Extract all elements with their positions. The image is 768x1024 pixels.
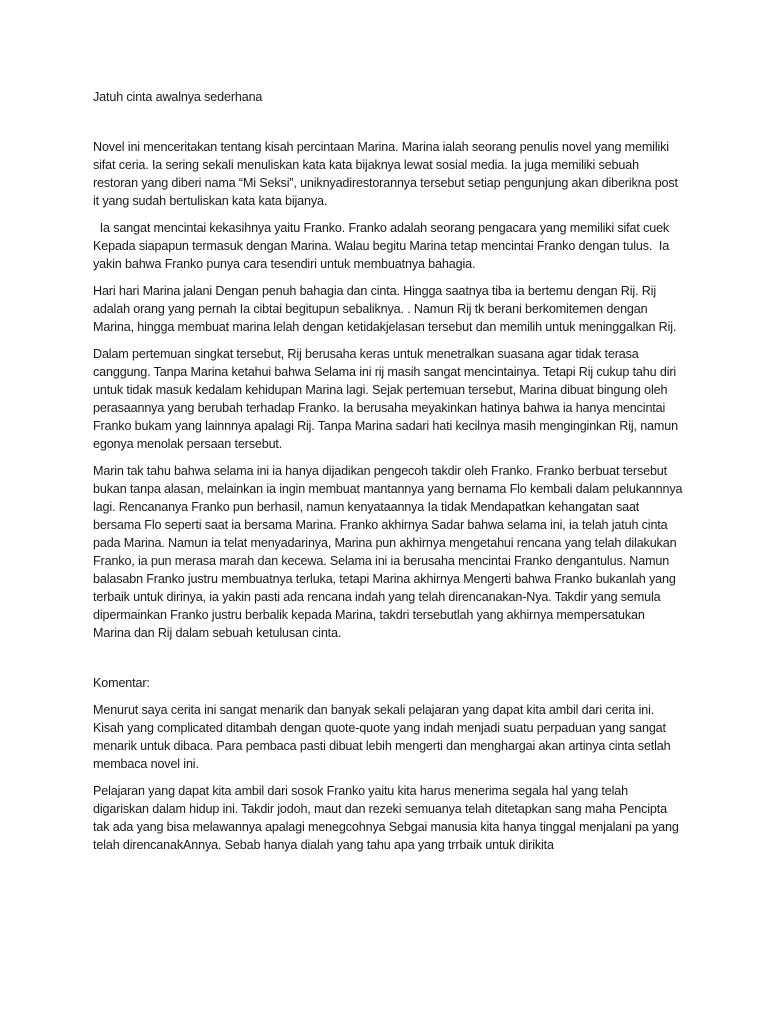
story-paragraph-5: Marin tak tahu bahwa selama ini ia hanya dijadikan pengecoh takdir oleh Franko. Franko berbuat tersebut bukan tanpa alasan, melainkan ia ingin membuat mantannya yang bernama Flo kembali dalam pelukannnya lagi. Rencananya Franko pun berhasil, namun kenyataannya Ia tidak Mendapatkan kehangatan saat bersama Flo seperti saat ia bersama Marina. Franko akhirnya Sadar bahwa selama ini, ia telah jatuh cinta pada Marina. Namun ia telat menyadarinya, Marina pun akhirnya mengetahui rencana yang telah dilakukan Franko, ia pun merasa marah dan kecewa. Selama ini ia berusaha mencintai Franko dengantulus. Namun balasabn Franko justru membuatnya terluka, tetapi Marina akhirnya Mengerti bahwa Franko bukanlah yang terbaik untuk dirinya, ia yakin pasti ada rencana indah yang telah direncanakan-Nya. Takdir yang semula dipermainkan Franko justru berbalik kepada Marina, takdri tersebutlah yang akhirnya mempersatukan Marina dan Rij dalam sebuah ketulusan cinta. <box>93 464 683 640</box>
comment-paragraph-1: Menurut saya cerita ini sangat menarik dan banyak sekali pelajaran yang dapat kita ambil dari cerita ini. Kisah yang complicated ditambah dengan quote-quote yang indah menjadi suatu perpaduan yang sangat menarik untuk dibaca. Para pembaca pasti dibuat lebih mengerti dan menghargai akan artinya cinta setlah membaca novel ini. <box>93 703 671 771</box>
story-paragraph-4: Dalam pertemuan singkat tersebut, Rij berusaha keras untuk menetralkan suasana agar tidak terasa canggung. Tanpa Marina ketahui bahwa Selama ini rij masih sangat mencintainya. Tetapi Rij cukup tahu diri untuk tidak masuk kedalam kehidupan Marina lagi. Sejak pertemuan tersebut, Marina dibuat bingung oleh perasaannya yang berubah terhadap Franko. Ia berusaha meyakinkan hatinya bahwa ia hanya mencintai Franko bukam yang lainnnya apalagi Rij. Tanpa Marina sadari hati kecilnya masih menginginkan Rij, namun egonya menolak persaan tersebut. <box>93 347 678 451</box>
comment-heading: Komentar: <box>93 676 150 690</box>
spacer <box>93 642 683 674</box>
spacer <box>93 273 683 282</box>
spacer <box>93 692 683 701</box>
story-paragraph-1: Novel ini menceritakan tentang kisah percintaan Marina. Marina ialah seorang penulis novel yang memiliki sifat ceria. Ia sering sekali menuliskan kata kata bijaknya lewat sosial media. Ia juga memiliki sebuah restoran yang diberi nama “Mi Seksi”, uniknyadirestorannya tersebut setiap pengunjung akan diberikna post it yang sudah bertuliskan kata kata bijanya. <box>93 140 678 208</box>
spacer <box>93 336 683 345</box>
spacer <box>93 453 683 462</box>
story-paragraph-2: Ia sangat mencintai kekasihnya yaitu Franko. Franko adalah seorang pengacara yang memiliki sifat cuek Kepada siapapun termasuk dengan Marina. Walau begitu Marina tetap mencintai Franko dengan tulus. Ia yakin bahwa Franko punya cara tesendiri untuk membuatnya bahagia. <box>93 221 673 271</box>
story-paragraph-3: Hari hari Marina jalani Dengan penuh bahagia dan cinta. Hingga saatnya tiba ia bertemu dengan Rij. Rij adalah orang yang pernah Ia cibtai begitupun sebaliknya. . Namun Rij tk berani berkomitemen dengan Marina, hingga membuat marina lelah dengan ketidakjelasan tersebut dan memilih untuk meninggalkan Rij. <box>93 284 677 334</box>
document-body <box>93 88 683 854</box>
spacer <box>93 106 683 138</box>
spacer <box>93 210 683 219</box>
document-title: Jatuh cinta awalnya sederhana <box>93 90 263 104</box>
comment-paragraph-2: Pelajaran yang dapat kita ambil dari sosok Franko yaitu kita harus menerima segala hal yang telah digariskan dalam hidup ini. Takdir jodoh, maut dan rezeki semuanya telah ditetapkan sang maha Pencipta tak ada yang bisa melawannya apalagi menegcohnya Sebgai manusia kita hanya tinggal menjalani pa yang telah direncanakAnnya. Sebab hanya dialah yang tahu apa yang trrbaik untuk dirikita <box>93 784 679 852</box>
spacer <box>93 773 683 782</box>
